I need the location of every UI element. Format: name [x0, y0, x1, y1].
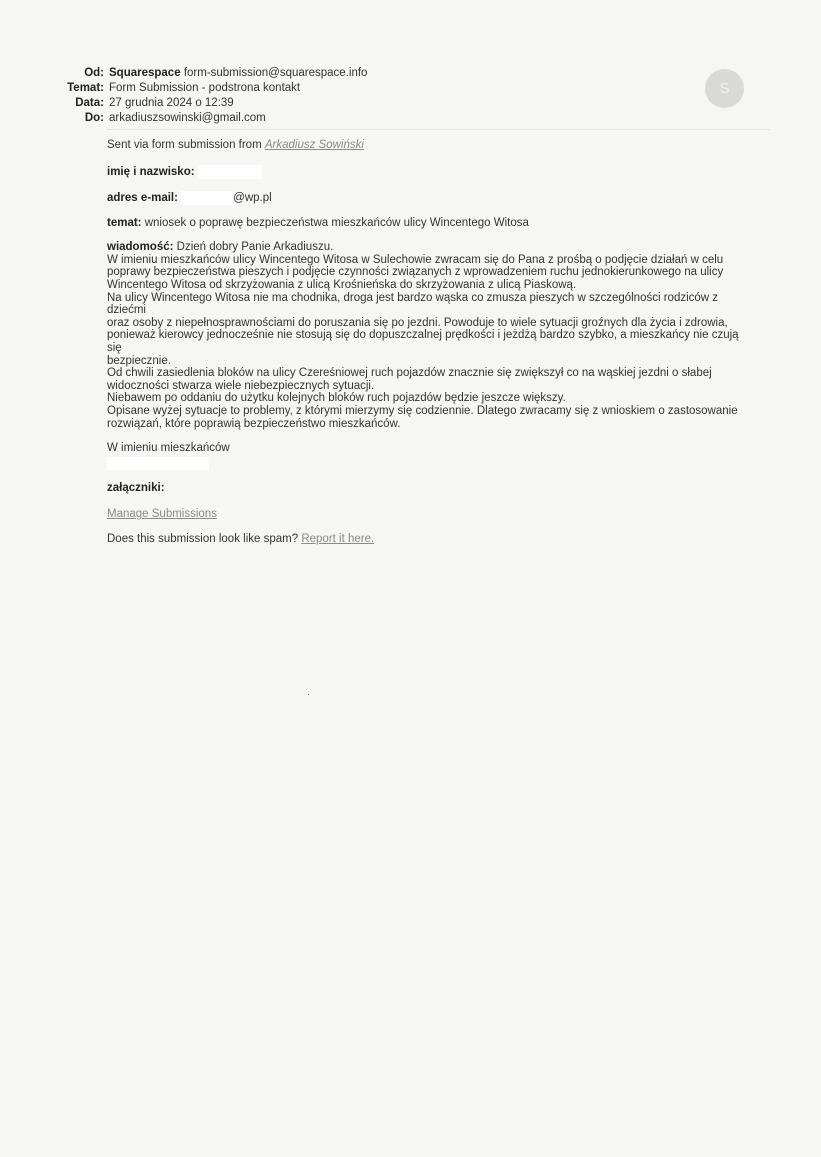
message-line: Niebawem po oddaniu do użytku kolejnych bloków ruch pojazdów będzie jeszcze większy.	[107, 392, 566, 405]
to-label: Do:	[84, 112, 104, 124]
email-body	[107, 139, 747, 545]
spam-line	[107, 533, 747, 546]
message-line: bezpiecznie.	[107, 354, 171, 367]
email-label: adres e-mail:	[107, 191, 178, 204]
message-line: poprawy bezpieczeństwa pieszych i podjęcie czynności związanych z wprowadzeniem ruchu jednokierunkowego na ulicy	[107, 266, 724, 279]
email-field	[107, 191, 747, 205]
message-line: widoczności stwarza wiele niebezpiecznych sytuacji.	[107, 379, 375, 392]
manage-submissions-line	[107, 508, 747, 521]
recipient-email: arkadiuszsowinski@gmail.com	[109, 112, 266, 124]
attachments-label: załączniki:	[107, 481, 165, 494]
sender-avatar: S	[705, 69, 744, 108]
name-label: imię i nazwisko:	[107, 165, 195, 178]
topic-label: temat:	[107, 216, 142, 229]
signature-block	[107, 442, 747, 470]
message-line: ponieważ kierowcy jednocześnie nie stosują się do dopuszczalnej prędkości i jeżdżą bardzo szybko, a mieszkańcy nie czują się	[107, 329, 739, 354]
message-line: Na ulicy Wincentego Witosa nie ma chodnika, droga jest bardzo wąska co zmusza pieszych w szczególności rodziców z dziećmi	[107, 291, 719, 317]
topic-value: wniosek o poprawę bezpieczeństwa mieszkańców ulicy Wincentego Witosa	[144, 216, 529, 229]
date-value: 27 grudnia 2024 o 12:39	[109, 97, 234, 109]
message-label: wiadomość:	[107, 241, 174, 254]
spam-question: Does this submission look like spam?	[107, 532, 299, 545]
message-line: rozwiązań, które poprawią bezpieczeństwo mieszkańców.	[107, 417, 401, 430]
to-row	[40, 111, 367, 126]
message-line: Wincentego Witosa od skrzyżowania z ulicą Krośnieńska do skrzyżowania z ulicą Piaskową.	[107, 278, 577, 291]
message-greeting: Dzień dobry Panie Arkadiuszu.	[176, 241, 334, 254]
report-spam-link[interactable]: Report it here.	[301, 532, 375, 545]
from-row	[40, 66, 367, 81]
manage-submissions-link[interactable]: Manage Submissions	[107, 508, 217, 521]
sent-via-text: Sent via form submission from	[107, 139, 262, 151]
message-field	[107, 241, 747, 430]
topic-field	[107, 217, 747, 230]
message-line: W imieniu mieszkańców ulicy Wincentego Witosa w Sulechowie zwracam się do Pana z prośbą o podjęcie działań w celu	[107, 253, 724, 266]
redacted-signature	[107, 457, 209, 470]
message-line: oraz osoby z niepełnosprawnościami do poruszania się po jezdni. Powoduje to wiele sytuacji groźnych dla życia i zdrowia,	[107, 316, 728, 329]
sender-name: Squarespace	[109, 67, 181, 79]
message-line: Od chwili zasiedlenia bloków na ulicy Czereśniowej ruch pojazdów znacznie się zwiększył co na wąskiej jezdni o słabej	[107, 367, 712, 380]
subject-label: Temat:	[67, 82, 104, 94]
redacted-name	[198, 165, 262, 179]
redacted-email	[181, 191, 233, 205]
attachments-field	[107, 482, 747, 495]
subject-value: Form Submission - podstrona kontakt	[109, 82, 301, 94]
date-label: Data:	[75, 97, 104, 109]
scan-speck	[308, 694, 309, 695]
sent-via-line	[107, 139, 747, 152]
date-row	[40, 96, 367, 111]
header-divider	[107, 129, 770, 130]
sender-profile-link[interactable]: Arkadiusz Sowiński	[264, 139, 364, 151]
from-label: Od:	[84, 67, 104, 79]
name-field	[107, 165, 747, 179]
email-header	[40, 66, 367, 126]
email-suffix: @wp.pl	[233, 191, 272, 204]
sender-email: form-submission@squarespace.info	[183, 67, 368, 79]
signature-text: W imieniu mieszkańców	[107, 442, 230, 455]
message-line: Opisane wyżej sytuacje to problemy, z którymi mierzymy się codziennie. Dlatego zwracamy się z wnioskiem o zastosowanie	[107, 404, 738, 417]
subject-row	[40, 81, 367, 96]
